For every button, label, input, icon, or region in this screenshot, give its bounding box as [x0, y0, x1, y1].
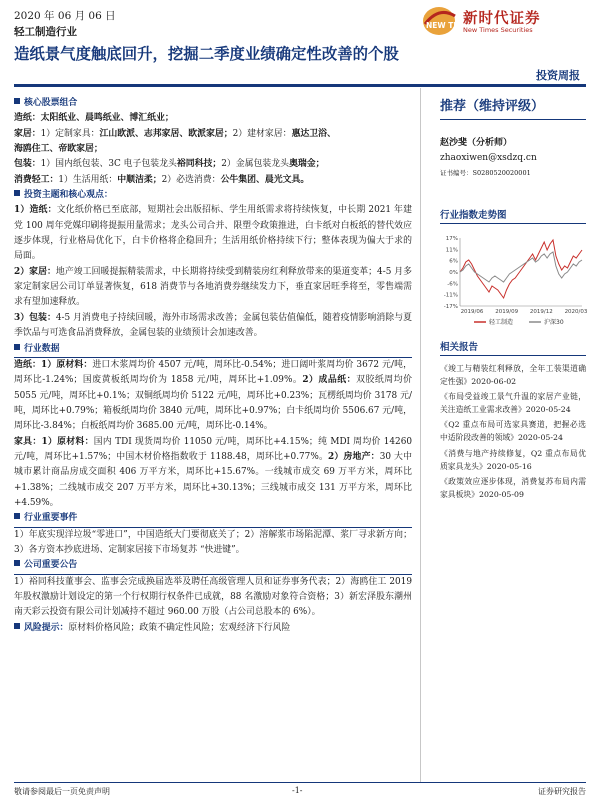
related-item[interactable]: 《布局受益竣工景气升温的家居产业链，关注造纸工业需求改善》2020-05-24	[440, 392, 586, 415]
analyst-license: 证书编号：S0280520020001	[440, 169, 531, 177]
run-text: 进口木浆周均价 4507 元/吨，周环比-0.54%；进口阔叶浆周均价 3672 元/吨，周环比-1.24%；国废黄板纸周均价为 1858 元/吨，周环比+1.09%。	[14, 359, 412, 386]
run-bold: 2）家居：	[14, 266, 56, 277]
run-bold: 3）包装：	[14, 312, 56, 323]
industry-label: 轻工制造行业	[14, 26, 77, 38]
series-line	[460, 240, 582, 298]
header-divider	[14, 84, 586, 87]
related-item[interactable]: 《消费与地产持续修复，Q2 重点布局优质家具龙头》2020-05-16	[440, 448, 586, 471]
run-text: 4-5 月消费电子持续回暖，海外市场需求改善；金属包装估值偏低，随着疫情影响消除与夏季饮品与可选食品消费释放，金属包装的业绩预计会加速改善。	[14, 312, 412, 339]
y-tick-label: 11%	[445, 247, 458, 254]
index-chart-svg	[440, 234, 586, 329]
bullet-icon	[14, 190, 20, 196]
footer-label: 证券研究报告	[538, 787, 586, 796]
rating-label: 推荐（维持评级）	[440, 96, 586, 120]
paragraph	[14, 435, 412, 512]
y-tick-label: 17%	[445, 236, 458, 242]
index-chart	[440, 234, 586, 329]
paragraph	[14, 203, 412, 264]
company-logo	[421, 4, 589, 38]
risk-line: 风险提示：原材料价格风险；政策不确定性风险；宏观经济下行风险	[14, 621, 412, 636]
sidebar	[440, 96, 586, 503]
section-heading: 公司重要公告	[14, 558, 412, 574]
main-column	[14, 96, 412, 636]
section-heading: 投资主题和核心观点：	[14, 188, 412, 203]
run-text: 30 大中城市累计商品房成交面积 406 万平方米，周环比+15.67%。一线城市成交 69 万平方米，周环比+1.38%；二线城市成交 207 万平方米，周环比+30.13%；三线城市成交 131 万平方米，周环比+4.59%。	[14, 451, 412, 508]
paragraph	[14, 265, 412, 311]
bullet-icon	[14, 513, 20, 519]
run-text: 国内 TDI 现货周均价 11050 元/吨，周环比+4.15%；纯 MDI 周均价 14260 元/吨，周环比+1.57%；中国木材价格指数收于 1188.48，周环比+0.77%。	[14, 436, 412, 462]
run-text: 文化纸价格已至底部，短期社会出版招标、学生用纸需求将持续恢复，中长期 2021 年建党 100 周年党媒印刷将提振用量需求；龙头公司合并、限塑令政策推进，白卡纸对白板纸的替代效应逐步体现，行业格局优化下，白卡价格将企稳回升；生活用纸价格持续下行；整体表现为偏大于求的局面。	[14, 205, 412, 262]
footer-disclaimer[interactable]: 敬请参阅最后一页免责声明	[14, 787, 110, 796]
footer-divider	[14, 782, 586, 783]
page-number: -1-	[292, 786, 303, 795]
bullet-icon	[14, 623, 20, 629]
core-line: 家居：1）定制家具：江山欧派、志邦家居、欧派家居；2）建材家居：惠达卫浴、	[14, 128, 336, 139]
run-bold: 2）房地产：	[328, 451, 380, 462]
related-item[interactable]: 《竣工与精装红利释放，全年工装渠道确定性强》2020-06-02	[440, 364, 586, 387]
logo-icon	[421, 4, 475, 38]
column-divider	[420, 88, 421, 782]
x-tick-label: 2019/06	[460, 309, 484, 315]
section-heading: 行业数据	[14, 342, 412, 358]
related-item[interactable]: 《政策效应逐步体现，消费复苏布局内需家具板块》2020-05-09	[440, 476, 586, 499]
x-tick-label: 2020/03	[564, 309, 588, 315]
logo-text: NEW TIMES	[426, 21, 475, 30]
run-bold: 造纸：1）原材料：	[14, 359, 93, 370]
bullet-icon	[14, 98, 20, 104]
section-heading: 行业重要事件	[14, 511, 412, 527]
y-tick-label: -6%	[447, 281, 458, 288]
core-line: 消费轻工：1）生活用纸：中顺洁柔；2）必选消费：公牛集团、晨光文具。	[14, 174, 310, 185]
related-item[interactable]: 《Q2 重点布局可选家具赛道，把握必选中适阶段改善的领域》2020-05-24	[440, 420, 586, 443]
analyst-info	[440, 136, 586, 181]
x-tick-label: 2019/12	[529, 309, 553, 315]
y-tick-label: 6%	[449, 258, 458, 265]
report-type: 投资周报	[536, 69, 580, 82]
run-bold: 家具：1）原材料：	[14, 436, 94, 447]
paragraph: 1）年底实现洋垃圾“零进口”，中国造纸大门要彻底关了；2）溶解浆市场陷泥潭、浆厂寻求新方向；3）各方资本抄底进场、定制家居接下市场复苏 “快进键”。	[14, 529, 412, 555]
report-title: 造纸景气度触底回升，挖掘二季度业绩确定性改善的个股	[14, 45, 399, 63]
core-line: 包装：1）国内纸包装、3C 电子包装龙头裕同科技；2）金属包装龙头奥瑞金；	[14, 159, 325, 170]
paragraph	[14, 311, 412, 342]
run-bold: 1）造纸：	[14, 205, 57, 216]
y-tick-label: 0%	[449, 270, 458, 276]
chart-title: 行业指数走势图	[440, 207, 586, 224]
paragraph	[14, 358, 412, 435]
run-text: 双胶纸周均价 5055 元/吨，周环比+0.1%；双铜纸周均价 5122 元/吨，周环比+0.23%；瓦楞纸周均价 3178 元/吨，周环比+0.79%；箱板纸周均价 3840 元/吨，周环比+0.97%；白卡纸周均价 5506.67 元/吨，周环比-3.84%；白板纸周均价 3685.00 元/吨，周环比-0.14%。	[14, 375, 412, 432]
analyst-email: zhaoxiwen@xsdzq.cn	[440, 153, 537, 163]
brand-name: 新时代证券	[463, 10, 541, 27]
y-tick-label: -17%	[443, 304, 458, 310]
y-tick-label: -11%	[443, 292, 458, 299]
bullet-icon	[14, 344, 20, 350]
run-text: 地产竣工回暖提振精装需求，中长期将持续受到精装房红利释放带来的渠道变革；4-5 月多家定制家居公司订单显著恢复，618 消费节与各地消费券继续发力下，垂直家居旺季将至，零售端需求有望加速释放。	[14, 266, 413, 308]
section-heading: 核心股票组合	[14, 96, 412, 111]
report-date: 2020 年 06 月 06 日	[14, 10, 116, 22]
x-tick-label: 2019/09	[495, 309, 519, 315]
bullet-icon	[14, 560, 20, 566]
related-title: 相关报告	[440, 339, 586, 356]
legend-label: 轻工制造	[489, 319, 514, 326]
core-line: 海鸥住工、帝欧家居；	[14, 144, 103, 155]
paragraph: 1）裕同科技董事会、监事会完成换届选举及聘任高级管理人员和证券事务代表；2）海鸥住工 2019 年股权激励计划设定的第一个行权期行权条件已成就，88 名激励对象符合资格；3）新宏泽股东潮州南天彩云投资有限公司计划减持不超过 960.00 万股（占公司总股本的 6%）。	[14, 576, 412, 618]
analyst-name: 赵沙斐（分析师）	[440, 138, 513, 148]
core-line: 造纸：太阳纸业、晨鸣纸业、博汇纸业；	[14, 113, 174, 124]
brand-name-en: New Times Securities	[463, 26, 533, 34]
related-list	[440, 362, 586, 501]
run-bold: 2）成品纸：	[302, 375, 357, 386]
legend-label: 沪深30	[544, 319, 564, 326]
